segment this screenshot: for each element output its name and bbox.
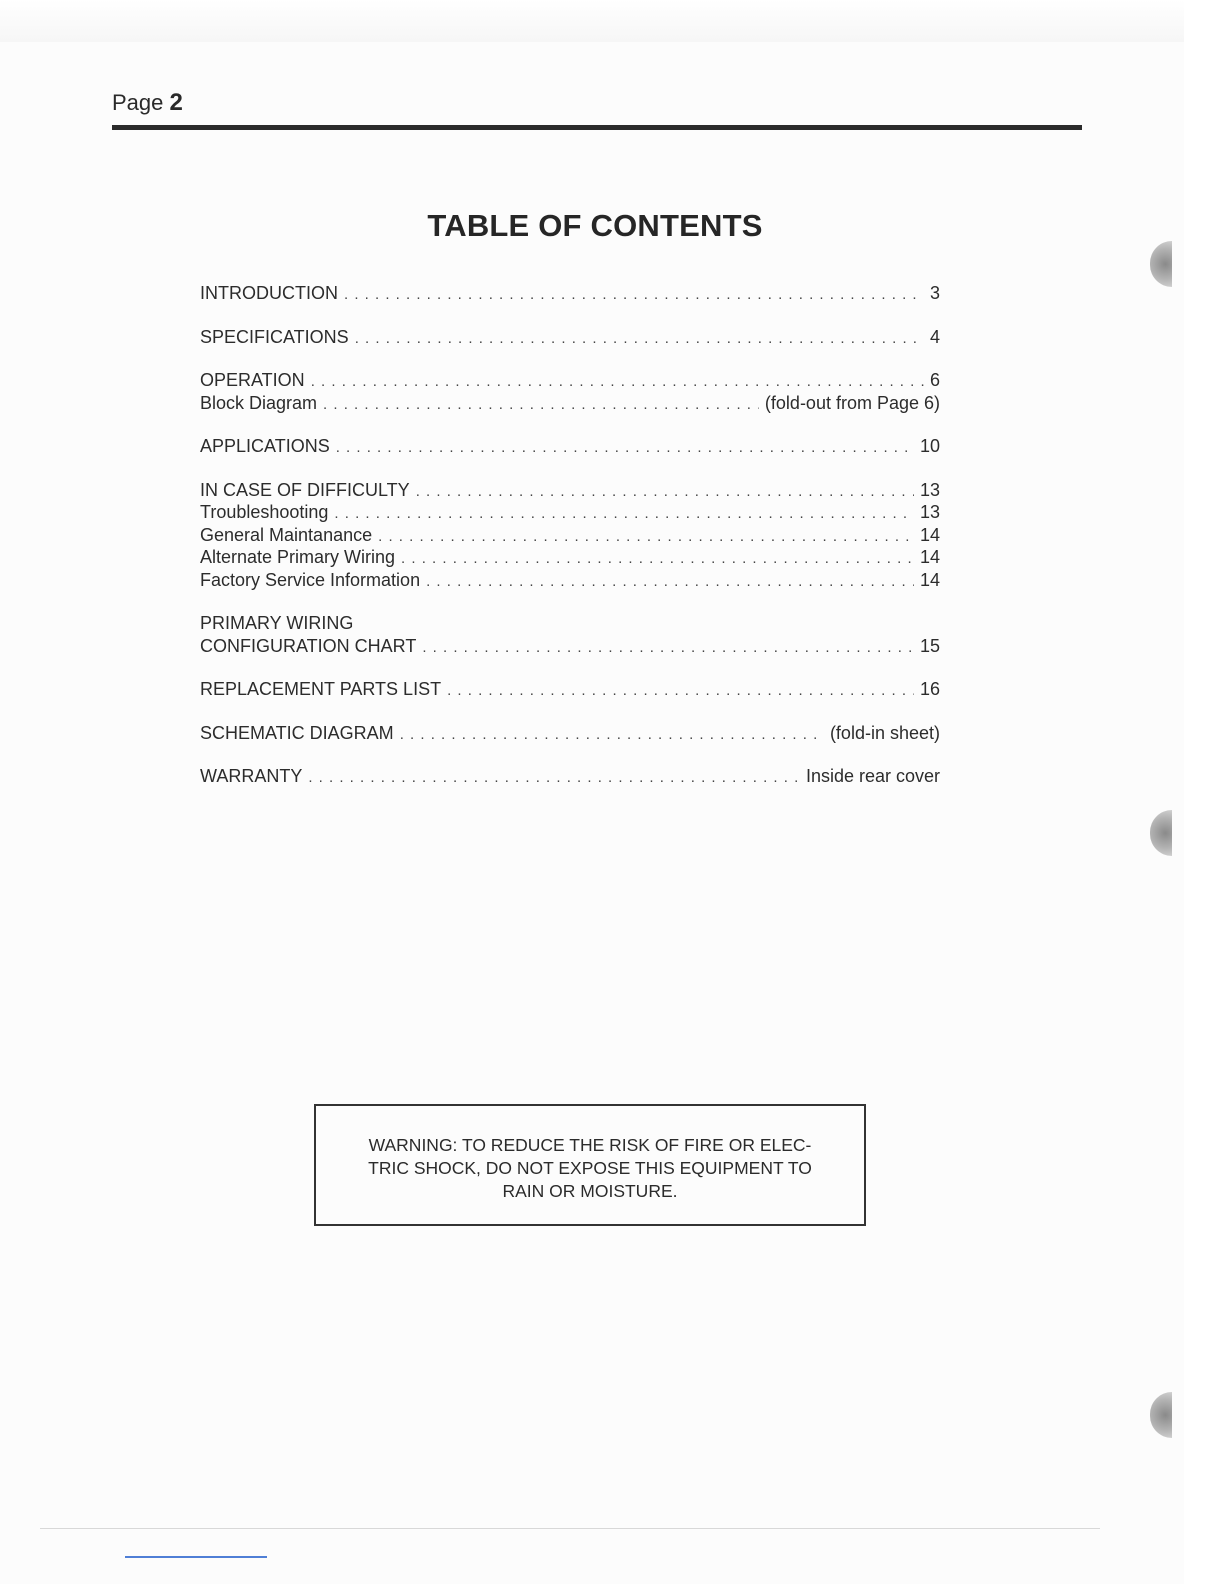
toc-entry <box>200 613 940 636</box>
toc-entry-label: WARRANTY <box>200 766 303 786</box>
toc-group-parts-list <box>200 679 940 702</box>
dot-leader <box>422 639 914 656</box>
toc-entry-label: Factory Service Information <box>200 569 421 590</box>
toc-entry-label: OPERATION <box>200 370 305 390</box>
toc-entry-page: 13 <box>919 479 940 500</box>
toc-entry <box>200 679 940 702</box>
toc-entry <box>200 636 940 659</box>
toc-group-primary-wiring <box>200 613 940 658</box>
toc-entry <box>200 283 940 306</box>
toc-entry <box>200 547 940 570</box>
dot-leader <box>344 286 924 303</box>
toc-entry-label: Block Diagram <box>200 392 318 413</box>
page-header <box>112 89 183 117</box>
scan-blue-mark <box>125 1556 267 1558</box>
toc-entry <box>200 766 940 789</box>
punch-hole-icon <box>1150 810 1172 856</box>
warning-line: WARNING: TO REDUCE THE RISK OF FIRE OR ELEC- <box>368 1135 812 1155</box>
toc-entry <box>200 327 940 350</box>
page-number: 2 <box>169 89 183 116</box>
toc-group-warranty <box>200 766 940 789</box>
toc-entry-page: (fold-out from Page 6) <box>764 392 940 413</box>
toc-group-operation <box>200 370 940 415</box>
toc-entry-page: 16 <box>919 679 940 699</box>
toc-entry-page: Inside rear cover <box>805 766 940 786</box>
toc-group-difficulty <box>200 480 940 593</box>
toc-entry <box>200 525 940 548</box>
toc-group-schematic <box>200 723 940 746</box>
toc-entry <box>200 370 940 393</box>
dot-leader <box>400 726 824 743</box>
toc-group-specifications <box>200 327 940 350</box>
punch-hole-icon <box>1150 1392 1172 1438</box>
dot-leader <box>336 439 914 456</box>
toc-entry-label: APPLICATIONS <box>200 436 330 456</box>
toc-entry-page: 6 <box>929 370 940 390</box>
dot-leader <box>334 505 914 522</box>
toc-entry-label: General Maintanance <box>200 524 373 545</box>
header-rule <box>112 125 1082 130</box>
toc-entry <box>200 393 940 416</box>
punch-hole-icon <box>1150 241 1172 287</box>
warning-line: RAIN OR MOISTURE. <box>502 1181 678 1201</box>
toc-entry-page: 10 <box>919 436 940 456</box>
toc-entry-page: 4 <box>929 326 940 347</box>
toc-entry <box>200 436 940 459</box>
toc-entry-page: 3 <box>929 283 940 303</box>
dot-leader <box>311 373 924 390</box>
toc-entry-label: REPLACEMENT PARTS LIST <box>200 679 442 699</box>
toc-entry-label: Troubleshooting <box>200 502 329 522</box>
toc-entry <box>200 570 940 593</box>
dot-leader <box>416 483 914 500</box>
toc-entry-label: CONFIGURATION CHART <box>200 635 417 656</box>
toc-entry-page: 13 <box>919 502 940 522</box>
toc-entry-page: 14 <box>919 569 940 590</box>
toc-entry-label: SCHEMATIC DIAGRAM <box>200 722 394 743</box>
dot-leader <box>447 682 914 699</box>
dot-leader <box>426 573 914 590</box>
toc-entry-label: SPECIFICATIONS <box>200 326 349 347</box>
toc-entry <box>200 502 940 525</box>
scan-bottom-rule <box>40 1528 1100 1529</box>
toc-entry-page: 14 <box>919 524 940 545</box>
page-title: TABLE OF CONTENTS <box>427 208 763 243</box>
toc-entry-label: IN CASE OF DIFFICULTY <box>200 479 410 500</box>
dot-leader <box>401 550 914 567</box>
toc-entry <box>200 723 940 746</box>
warning-line: TRIC SHOCK, DO NOT EXPOSE THIS EQUIPMENT TO <box>368 1158 812 1178</box>
toc-entry <box>200 480 940 503</box>
dot-leader <box>323 396 759 413</box>
page-label: Page <box>112 90 164 115</box>
scan-top-edge <box>0 0 1224 42</box>
toc-entry-label: Alternate Primary Wiring <box>200 547 396 567</box>
warning-notice <box>314 1104 866 1226</box>
toc-group-applications <box>200 436 940 459</box>
dot-leader <box>308 769 800 786</box>
dot-leader <box>355 330 924 347</box>
toc-entry-page: (fold-in sheet) <box>829 722 940 743</box>
dot-leader <box>378 528 914 545</box>
table-of-contents <box>200 283 940 810</box>
toc-entry-page: 14 <box>919 547 940 567</box>
scan-right-edge <box>1184 0 1224 1584</box>
toc-entry-label: INTRODUCTION <box>200 283 338 303</box>
toc-group-introduction <box>200 283 940 306</box>
toc-entry-page: 15 <box>919 635 940 656</box>
toc-entry-label: PRIMARY WIRING <box>200 613 354 633</box>
